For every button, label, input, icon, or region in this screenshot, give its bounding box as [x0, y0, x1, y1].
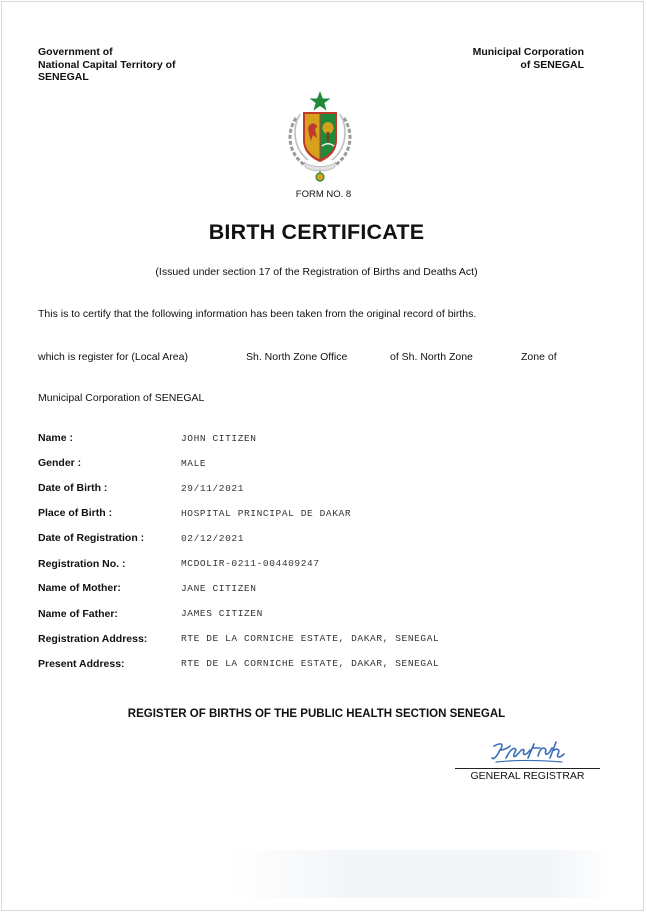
header-right-line: Municipal Corporation	[472, 46, 584, 58]
field-value-date-of-birth: 29/11/2021	[181, 483, 245, 494]
scan-smudge	[230, 850, 610, 898]
zone-of-label: Zone of	[521, 351, 557, 363]
local-area-zone: of Sh. North Zone	[390, 351, 473, 363]
field-value-name-of-father: JAMES CITIZEN	[181, 608, 263, 619]
field-label-name-of-mother: Name of Mother:	[38, 582, 121, 594]
page-title: BIRTH CERTIFICATE	[208, 220, 425, 244]
field-label-date-of-registration: Date of Registration :	[38, 532, 145, 544]
senegal-coat-of-arms-icon	[282, 88, 358, 184]
certify-text: This is to certify that the following information has been taken from the original record of births.	[38, 308, 477, 320]
field-label-registration-no: Registration No. :	[38, 558, 126, 570]
subtitle: (Issued under section 17 of the Registration of Births and Deaths Act)	[155, 266, 478, 278]
header-left-line: Government of	[38, 46, 113, 58]
register-title: REGISTER OF BIRTHS OF THE PUBLIC HEALTH SECTION SENEGAL	[127, 708, 506, 720]
field-label-gender: Gender :	[38, 457, 82, 469]
signature-line	[455, 768, 600, 769]
field-label-registration-address: Registration Address:	[38, 633, 148, 645]
header-left	[38, 46, 176, 84]
field-value-name: JOHN CITIZEN	[181, 433, 257, 444]
header-right	[473, 46, 584, 71]
field-label-name: Name :	[38, 432, 74, 444]
field-label-name-of-father: Name of Father:	[38, 608, 118, 620]
field-label-date-of-birth: Date of Birth :	[38, 482, 108, 494]
municipal-corporation: Municipal Corporation of SENEGAL	[38, 392, 205, 404]
field-value-gender: MALE	[181, 458, 207, 469]
signature-icon	[488, 738, 568, 766]
field-label-present-address: Present Address:	[38, 658, 125, 670]
field-value-registration-no: MCDOLIR-0211-004409247	[181, 558, 320, 569]
field-value-place-of-birth: HOSPITAL PRINCIPAL DE DAKAR	[181, 508, 352, 519]
header-left-line: National Capital Territory of	[38, 58, 176, 71]
local-area-label: which is register for (Local Area)	[38, 351, 188, 363]
local-area-office: Sh. North Zone Office	[246, 351, 348, 363]
header-left-line: SENEGAL	[38, 71, 89, 83]
field-value-registration-address: RTE DE LA CORNICHE ESTATE, DAKAR, SENEGAL	[181, 633, 440, 644]
field-value-date-of-registration: 02/12/2021	[181, 533, 245, 544]
general-registrar-label: GENERAL REGISTRAR	[470, 770, 585, 782]
field-value-present-address: RTE DE LA CORNICHE ESTATE, DAKAR, SENEGAL	[181, 658, 440, 669]
form-number: FORM NO. 8	[295, 189, 352, 200]
field-value-name-of-mother: JANE CITIZEN	[181, 583, 257, 594]
field-label-place-of-birth: Place of Birth :	[38, 507, 113, 519]
header-right-line: of SENEGAL	[520, 58, 584, 71]
